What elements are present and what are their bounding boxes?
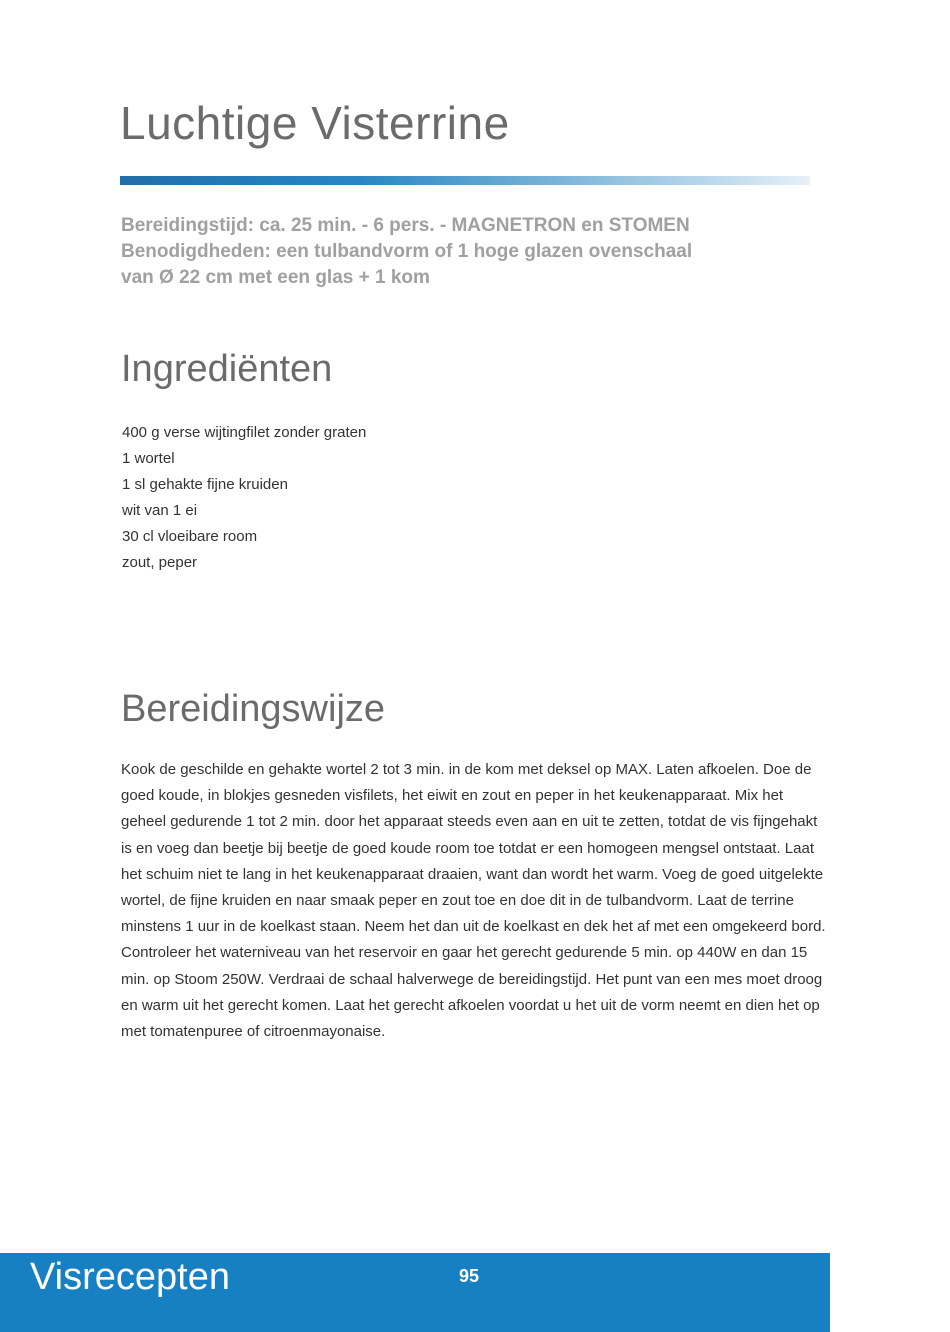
method-heading: Bereidingswijze (121, 688, 386, 730)
title-divider (120, 176, 810, 185)
ingredients-heading: Ingrediënten (121, 348, 333, 390)
ingredient-item: 1 sl gehakte fijne kruiden (122, 476, 288, 493)
page-number: 95 (459, 1266, 480, 1286)
ingredients-list (122, 420, 366, 576)
recipe-title: Luchtige Visterrine (120, 97, 510, 149)
page-margin (830, 0, 950, 1332)
ingredient-item: zout, peper (122, 554, 198, 571)
ingredient-item: 400 g verse wijtingfilet zonder graten (122, 424, 367, 441)
meta-line-preparation-time: Bereidingstijd: ca. 25 min. - 6 pers. - MAGNETRON en STOMEN (121, 215, 690, 236)
ingredient-item: 30 cl vloeibare room (122, 528, 258, 545)
footer-section-title: Visrecepten (30, 1256, 230, 1298)
ingredient-item: 1 wortel (122, 450, 175, 467)
method-text: Kook de geschilde en gehakte wortel 2 tot 3 min. in de kom met deksel op MAX. Laten afkoelen. Doe de goed koude, in blokjes gesneden visfilets, het eiwit en zout en peper in het keukenapparaat. Mix het geheel gedurende 1 tot 2 min. door het apparaat steeds even aan en uit te zetten, totdat de vis fijngehakt is en voeg dan beetje bij beetje de goed koude room toe totdat er een homogeen mengsel ontstaat. Laat het schuim niet te lang in het keukenapparaat draaien, want dan wordt het warm. Voeg de goed uitgelekte wortel, de fijne kruiden en naar smaak peper en zout toe en doe dit in de tulbandvorm. Laat de terrine minstens 1 uur in de koelkast staan. Neem het dan uit de koelkast en dek het af met een omgekeerd bord. Controleer het waterniveau van het reservoir en gaar het gerecht gedurende 5 min. op 440W en dan 15 min. op Stoom 250W. Verdraai de schaal halverwege de bereidingstijd. Het punt van een mes moet droog en warm uit het gerecht komen. Laat het gerecht afkoelen voordat u het uit de vorm neemt en dien het op met tomatenpuree of citroenmayonaise. (121, 761, 826, 1041)
meta-line-equipment-cont: van Ø 22 cm met een glas + 1 kom (121, 267, 430, 288)
meta-line-equipment: Benodigdheden: een tulbandvorm of 1 hoge glazen ovenschaal (121, 241, 693, 262)
recipe-meta (121, 213, 821, 291)
ingredient-item: wit van 1 ei (122, 502, 198, 519)
